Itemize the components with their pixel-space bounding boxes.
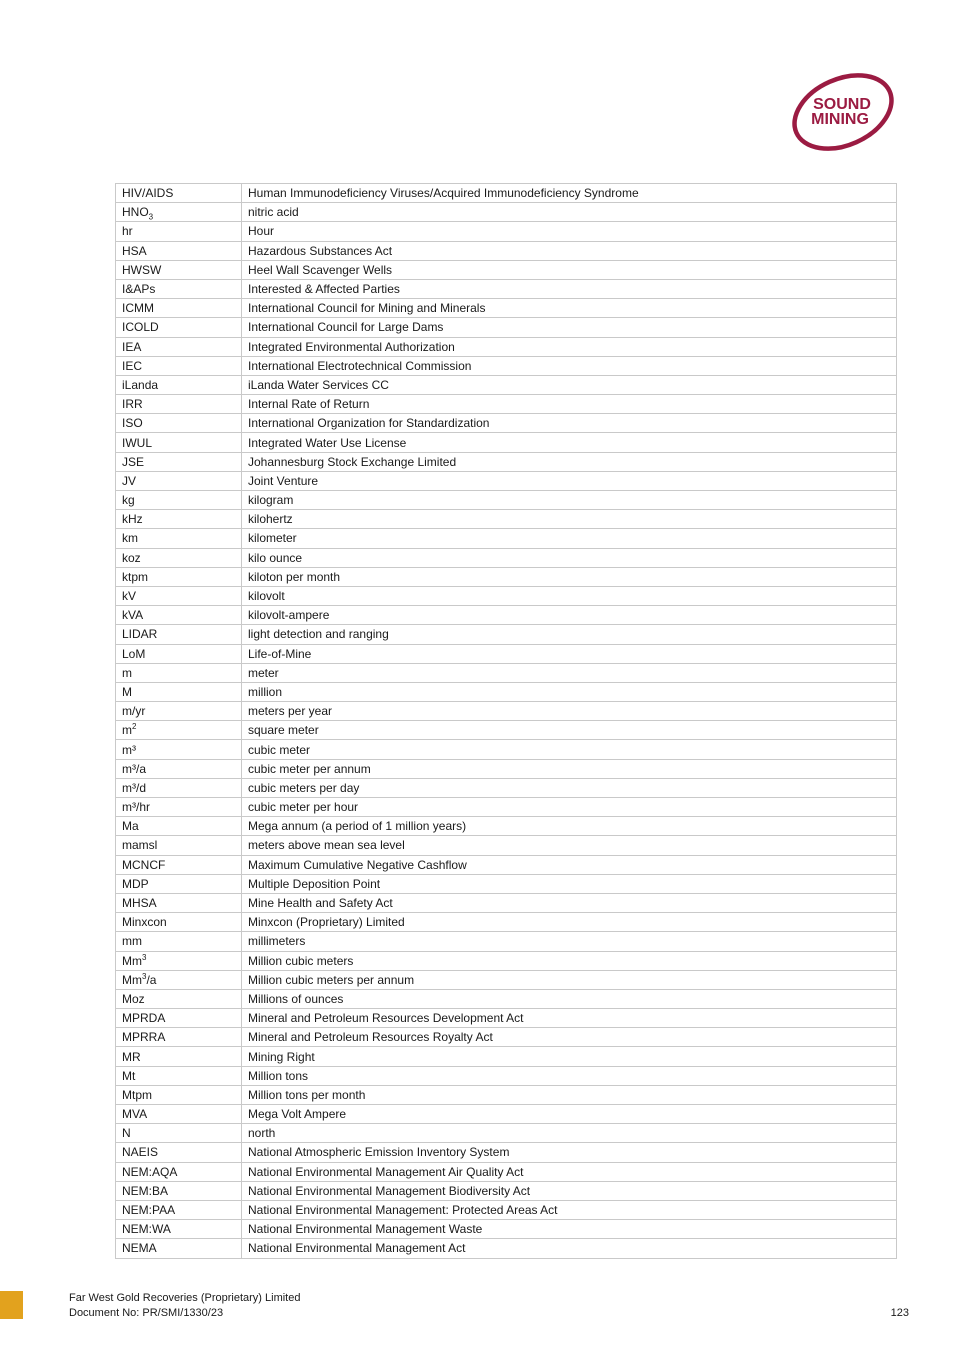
table-row xyxy=(116,989,897,1008)
abbreviation-cell xyxy=(116,836,242,855)
abbreviation-text: Ma xyxy=(122,819,139,834)
definition-cell: kiloton per month xyxy=(242,567,897,586)
abbreviation-text: HSA xyxy=(122,243,147,258)
abbreviation-cell xyxy=(116,318,242,337)
definition-cell: Mine Health and Safety Act xyxy=(242,893,897,912)
abbreviation-cell xyxy=(116,241,242,260)
table-row xyxy=(116,1066,897,1085)
table-row xyxy=(116,932,897,951)
abbreviation-text: LIDAR xyxy=(122,627,158,642)
abbreviation-cell xyxy=(116,279,242,298)
abbreviation-cell xyxy=(116,184,242,203)
abbreviation-cell xyxy=(116,1009,242,1028)
abbreviation-text: HIV/AIDS xyxy=(122,186,174,201)
table-row xyxy=(116,452,897,471)
abbreviation-text: IEC xyxy=(122,358,143,373)
definition-cell: kilo ounce xyxy=(242,548,897,567)
table-row xyxy=(116,433,897,452)
abbreviation-cell xyxy=(116,798,242,817)
abbreviation-superscript: 3 xyxy=(142,971,147,981)
table-row xyxy=(116,702,897,721)
definition-cell: kilohertz xyxy=(242,510,897,529)
abbreviation-text: m³ xyxy=(122,742,136,757)
abbreviation-text: kVA xyxy=(122,608,144,623)
definition-cell: Mineral and Petroleum Resources Royalty Act xyxy=(242,1028,897,1047)
definition-cell: cubic meters per day xyxy=(242,778,897,797)
sound-mining-logo xyxy=(788,68,898,156)
table-row xyxy=(116,606,897,625)
table-row xyxy=(116,375,897,394)
table-row xyxy=(116,356,897,375)
table-row xyxy=(116,395,897,414)
abbreviation-cell xyxy=(116,759,242,778)
definition-cell: kilometer xyxy=(242,529,897,548)
abbreviation-cell xyxy=(116,913,242,932)
table-row xyxy=(116,471,897,490)
abbreviation-text: m/yr xyxy=(122,704,146,719)
definition-cell: Multiple Deposition Point xyxy=(242,874,897,893)
abbreviation-subscript: 3 xyxy=(148,212,154,222)
table-row xyxy=(116,874,897,893)
table-row xyxy=(116,759,897,778)
definition-cell: Million cubic meters per annum xyxy=(242,970,897,989)
abbreviation-cell xyxy=(116,337,242,356)
abbreviation-cell xyxy=(116,1181,242,1200)
table-row xyxy=(116,318,897,337)
footer-info xyxy=(69,1291,300,1321)
table-row xyxy=(116,644,897,663)
abbreviation-superscript: 2 xyxy=(132,722,137,732)
abbreviation-cell xyxy=(116,702,242,721)
abbreviation-cell xyxy=(116,260,242,279)
abbreviation-cell xyxy=(116,874,242,893)
table-row xyxy=(116,778,897,797)
abbreviation-cell xyxy=(116,529,242,548)
table-row xyxy=(116,1047,897,1066)
abbreviation-cell xyxy=(116,1143,242,1162)
definition-cell: meters above mean sea level xyxy=(242,836,897,855)
definition-cell: Life-of-Mine xyxy=(242,644,897,663)
abbreviation-text: Moz xyxy=(122,991,145,1006)
abbreviation-text: ktpm xyxy=(122,569,149,584)
definition-cell: International Council for Large Dams xyxy=(242,318,897,337)
table-row xyxy=(116,1181,897,1200)
table-row xyxy=(116,299,897,318)
table-row xyxy=(116,491,897,510)
abbreviation-cell xyxy=(116,471,242,490)
table-row xyxy=(116,567,897,586)
abbreviation-cell xyxy=(116,586,242,605)
definition-cell: National Environmental Management Biodiversity Act xyxy=(242,1181,897,1200)
abbreviation-text: ICOLD xyxy=(122,320,159,335)
abbreviation-text: km xyxy=(122,531,138,546)
abbreviation-text: MPRDA xyxy=(122,1011,166,1026)
table-row xyxy=(116,951,897,970)
definition-cell: Million tons xyxy=(242,1066,897,1085)
definition-cell: Johannesburg Stock Exchange Limited xyxy=(242,452,897,471)
abbreviation-cell xyxy=(116,567,242,586)
definition-cell: meters per year xyxy=(242,702,897,721)
abbreviation-cell xyxy=(116,395,242,414)
abbreviation-cell xyxy=(116,1066,242,1085)
abbreviation-cell xyxy=(116,452,242,471)
definition-cell: nitric acid xyxy=(242,203,897,222)
definition-cell: Million tons per month xyxy=(242,1085,897,1104)
abbreviation-text: ICMM xyxy=(122,301,154,316)
abbreviation-text: IRR xyxy=(122,397,143,412)
abbreviation-cell xyxy=(116,970,242,989)
definition-cell: Integrated Environmental Authorization xyxy=(242,337,897,356)
abbreviation-text: NAEIS xyxy=(122,1145,159,1160)
abbreviation-cell xyxy=(116,1200,242,1219)
table-row xyxy=(116,1085,897,1104)
abbreviation-text: NEM:BA xyxy=(122,1183,169,1198)
abbreviation-text: MPRRA xyxy=(122,1030,166,1045)
abbreviation-cell xyxy=(116,203,242,222)
abbreviation-cell xyxy=(116,1105,242,1124)
table-row xyxy=(116,625,897,644)
abbreviation-text: MDP xyxy=(122,876,149,891)
table-row xyxy=(116,241,897,260)
abbreviation-cell xyxy=(116,951,242,970)
definition-cell: National Environmental Management: Protected Areas Act xyxy=(242,1200,897,1219)
definition-cell: Million cubic meters xyxy=(242,951,897,970)
abbreviation-text: NEM:AQA xyxy=(122,1164,178,1179)
definition-cell: light detection and ranging xyxy=(242,625,897,644)
abbreviation-cell xyxy=(116,299,242,318)
definition-cell: Mega Volt Ampere xyxy=(242,1105,897,1124)
abbreviation-cell xyxy=(116,356,242,375)
table-row xyxy=(116,414,897,433)
abbreviation-cell xyxy=(116,1028,242,1047)
table-row xyxy=(116,337,897,356)
abbreviation-text: mamsl xyxy=(122,838,158,853)
abbreviation-text: HNO xyxy=(122,205,149,220)
definition-cell: cubic meter per annum xyxy=(242,759,897,778)
definition-cell: Millions of ounces xyxy=(242,989,897,1008)
abbreviation-cell xyxy=(116,1085,242,1104)
definition-cell: National Atmospheric Emission Inventory System xyxy=(242,1143,897,1162)
definition-cell: Heel Wall Scavenger Wells xyxy=(242,260,897,279)
abbreviation-cell xyxy=(116,893,242,912)
table-row xyxy=(116,1239,897,1258)
table-row xyxy=(116,586,897,605)
footer-marker xyxy=(0,1291,23,1319)
page-number: 123 xyxy=(890,1307,909,1319)
abbreviation-cell xyxy=(116,817,242,836)
table-row xyxy=(116,1009,897,1028)
definition-cell: square meter xyxy=(242,721,897,740)
definition-cell: National Environmental Management Air Quality Act xyxy=(242,1162,897,1181)
abbreviation-cell xyxy=(116,989,242,1008)
abbreviation-text: mm xyxy=(122,934,142,949)
abbreviation-text: IWUL xyxy=(122,435,152,450)
table-row xyxy=(116,817,897,836)
table-row xyxy=(116,184,897,203)
abbreviation-text: kV xyxy=(122,589,137,604)
abbreviation-cell xyxy=(116,932,242,951)
abbreviation-text: Mm xyxy=(122,953,142,968)
definition-cell: millimeters xyxy=(242,932,897,951)
abbreviation-text: I&APs xyxy=(122,282,156,297)
definition-cell: Joint Venture xyxy=(242,471,897,490)
definition-cell: cubic meter xyxy=(242,740,897,759)
table-row xyxy=(116,548,897,567)
definition-cell: Mineral and Petroleum Resources Development Act xyxy=(242,1009,897,1028)
definition-cell: kilovolt-ampere xyxy=(242,606,897,625)
definition-cell: Internal Rate of Return xyxy=(242,395,897,414)
abbreviation-text: MHSA xyxy=(122,896,157,911)
abbreviation-cell xyxy=(116,721,242,740)
table-row xyxy=(116,1028,897,1047)
definition-cell: International Council for Mining and Minerals xyxy=(242,299,897,318)
definition-cell: Hour xyxy=(242,222,897,241)
abbreviation-text: m³/hr xyxy=(122,800,150,815)
abbreviation-text: IEA xyxy=(122,339,142,354)
table-row xyxy=(116,260,897,279)
table-row xyxy=(116,1220,897,1239)
abbreviation-text: N xyxy=(122,1126,131,1141)
abbreviation-cell xyxy=(116,375,242,394)
abbreviation-text: Minxcon xyxy=(122,915,167,930)
definition-cell: Integrated Water Use License xyxy=(242,433,897,452)
abbreviation-text: hr xyxy=(122,224,133,239)
abbreviation-cell xyxy=(116,740,242,759)
abbreviation-text: MVA xyxy=(122,1107,148,1122)
definition-cell: Mining Right xyxy=(242,1047,897,1066)
abbreviation-suffix: /a xyxy=(146,972,157,987)
table-row xyxy=(116,798,897,817)
abbreviation-text: ISO xyxy=(122,416,143,431)
table-row xyxy=(116,855,897,874)
abbreviation-cell xyxy=(116,414,242,433)
logo-line-1: SOUND xyxy=(813,96,871,113)
abbreviation-text: MCNCF xyxy=(122,857,166,872)
abbreviation-cell xyxy=(116,548,242,567)
abbreviation-text: Mtpm xyxy=(122,1087,152,1102)
abbreviation-cell xyxy=(116,663,242,682)
abbreviation-superscript: 3 xyxy=(142,952,147,962)
abbreviation-text: m³/d xyxy=(122,780,146,795)
abbreviation-cell xyxy=(116,855,242,874)
abbreviations-table-body xyxy=(116,184,897,1259)
abbreviation-text: m xyxy=(122,723,132,738)
table-row xyxy=(116,970,897,989)
abbreviation-cell xyxy=(116,510,242,529)
definition-cell: meter xyxy=(242,663,897,682)
abbreviation-cell xyxy=(116,1162,242,1181)
definition-cell: iLanda Water Services CC xyxy=(242,375,897,394)
abbreviation-text: JV xyxy=(122,473,137,488)
definition-cell: National Environmental Management Waste xyxy=(242,1220,897,1239)
table-row xyxy=(116,836,897,855)
abbreviation-text: Mt xyxy=(122,1068,136,1083)
abbreviation-text: kg xyxy=(122,493,135,508)
abbreviation-cell xyxy=(116,491,242,510)
abbreviation-text: HWSW xyxy=(122,262,162,277)
abbreviation-cell xyxy=(116,644,242,663)
table-row xyxy=(116,682,897,701)
table-row xyxy=(116,1105,897,1124)
definition-cell: Interested & Affected Parties xyxy=(242,279,897,298)
abbreviation-text: iLanda xyxy=(122,377,159,392)
table-row xyxy=(116,1162,897,1181)
definition-cell: International Organization for Standardization xyxy=(242,414,897,433)
definition-cell: north xyxy=(242,1124,897,1143)
definition-cell: million xyxy=(242,682,897,701)
definition-cell: kilovolt xyxy=(242,586,897,605)
definition-cell: Hazardous Substances Act xyxy=(242,241,897,260)
definition-cell: Mega annum (a period of 1 million years) xyxy=(242,817,897,836)
table-row xyxy=(116,222,897,241)
table-row xyxy=(116,893,897,912)
abbreviation-text: M xyxy=(122,684,132,699)
definition-cell: kilogram xyxy=(242,491,897,510)
abbreviation-text: JSE xyxy=(122,454,145,469)
table-row xyxy=(116,721,897,740)
definition-cell: Maximum Cumulative Negative Cashflow xyxy=(242,855,897,874)
definition-cell: National Environmental Management Act xyxy=(242,1239,897,1258)
abbreviation-text: LoM xyxy=(122,646,146,661)
abbreviation-text: kHz xyxy=(122,512,143,527)
abbreviation-text: NEMA xyxy=(122,1241,157,1256)
table-row xyxy=(116,1143,897,1162)
table-row xyxy=(116,510,897,529)
abbreviation-text: m xyxy=(122,665,132,680)
document-number: Document No: PR/SMI/1330/23 xyxy=(69,1307,224,1319)
abbreviation-cell xyxy=(116,433,242,452)
definition-cell: cubic meter per hour xyxy=(242,798,897,817)
abbreviation-cell xyxy=(116,682,242,701)
abbreviation-cell xyxy=(116,778,242,797)
abbreviations-table xyxy=(115,183,897,1259)
table-row xyxy=(116,279,897,298)
table-row xyxy=(116,529,897,548)
abbreviation-cell xyxy=(116,606,242,625)
definition-cell: Minxcon (Proprietary) Limited xyxy=(242,913,897,932)
abbreviation-cell xyxy=(116,1220,242,1239)
logo-line-2: MINING xyxy=(811,111,869,128)
abbreviation-cell xyxy=(116,222,242,241)
abbreviation-text: MR xyxy=(122,1049,141,1064)
abbreviation-text: Mm xyxy=(122,972,142,987)
abbreviation-text: m³/a xyxy=(122,761,146,776)
abbreviation-cell xyxy=(116,1124,242,1143)
abbreviation-text: NEM:WA xyxy=(122,1222,171,1237)
definition-cell: International Electrotechnical Commission xyxy=(242,356,897,375)
abbreviation-text: NEM:PAA xyxy=(122,1203,176,1218)
table-row xyxy=(116,740,897,759)
abbreviation-text: koz xyxy=(122,550,141,565)
table-row xyxy=(116,1200,897,1219)
company-name: Far West Gold Recoveries (Proprietary) Limited xyxy=(69,1292,301,1304)
abbreviation-cell xyxy=(116,1239,242,1258)
definition-cell: Human Immunodeficiency Viruses/Acquired Immunodeficiency Syndrome xyxy=(242,184,897,203)
abbreviation-cell xyxy=(116,1047,242,1066)
table-row xyxy=(116,1124,897,1143)
abbreviation-cell xyxy=(116,625,242,644)
table-row xyxy=(116,913,897,932)
table-row xyxy=(116,663,897,682)
table-row xyxy=(116,203,897,222)
